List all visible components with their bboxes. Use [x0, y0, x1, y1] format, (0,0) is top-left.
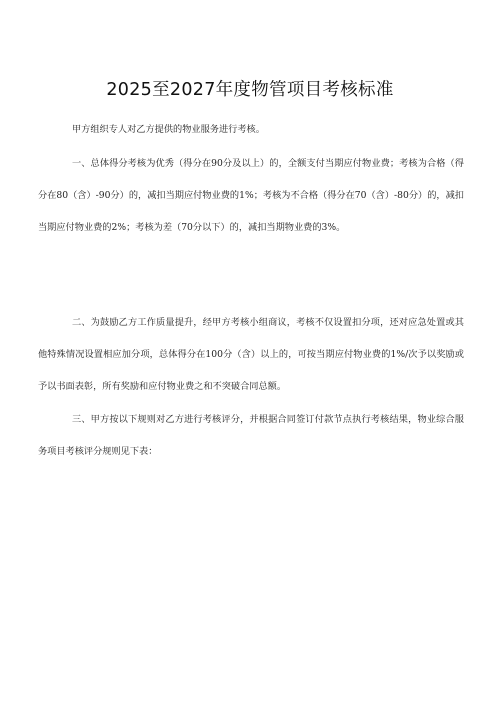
clause-one-paragraph: 一、总体得分考核为优秀（得分在90分及以上）的，全额支付当期应付物业费；考核为合格（得分在80（含）-90分）的，减扣当期应付物业费的1%；考核为不合格（得分在70（含）-80分）的，减扣当期应付物业费的2%；考核为差（70分以下）的，减扣当期物业费的3%。 [38, 158, 464, 233]
clause-two-paragraph: 二、为鼓励乙方工作质量提升，经甲方考核小组商议，考核不仅设置扣分项，还对应急处置或其他特殊情况设置相应加分项，总体得分在100分（含）以上的，可按当期应付物业费的1%/次予以奖励或予以书面表彰，所有奖励和应付物业费之和不突破合同总额。 [38, 317, 464, 392]
clause-three-paragraph: 三、甲方按以下规则对乙方进行考核评分，并根据合同签订付款节点执行考核结果，物业综合服务项目考核评分规则见下表： [38, 414, 464, 457]
intro-paragraph: 甲方组织专人对乙方提供的物业服务进行考核。 [72, 124, 265, 135]
document-title: 2025至2027年度物管项目考核标准 [106, 80, 394, 100]
